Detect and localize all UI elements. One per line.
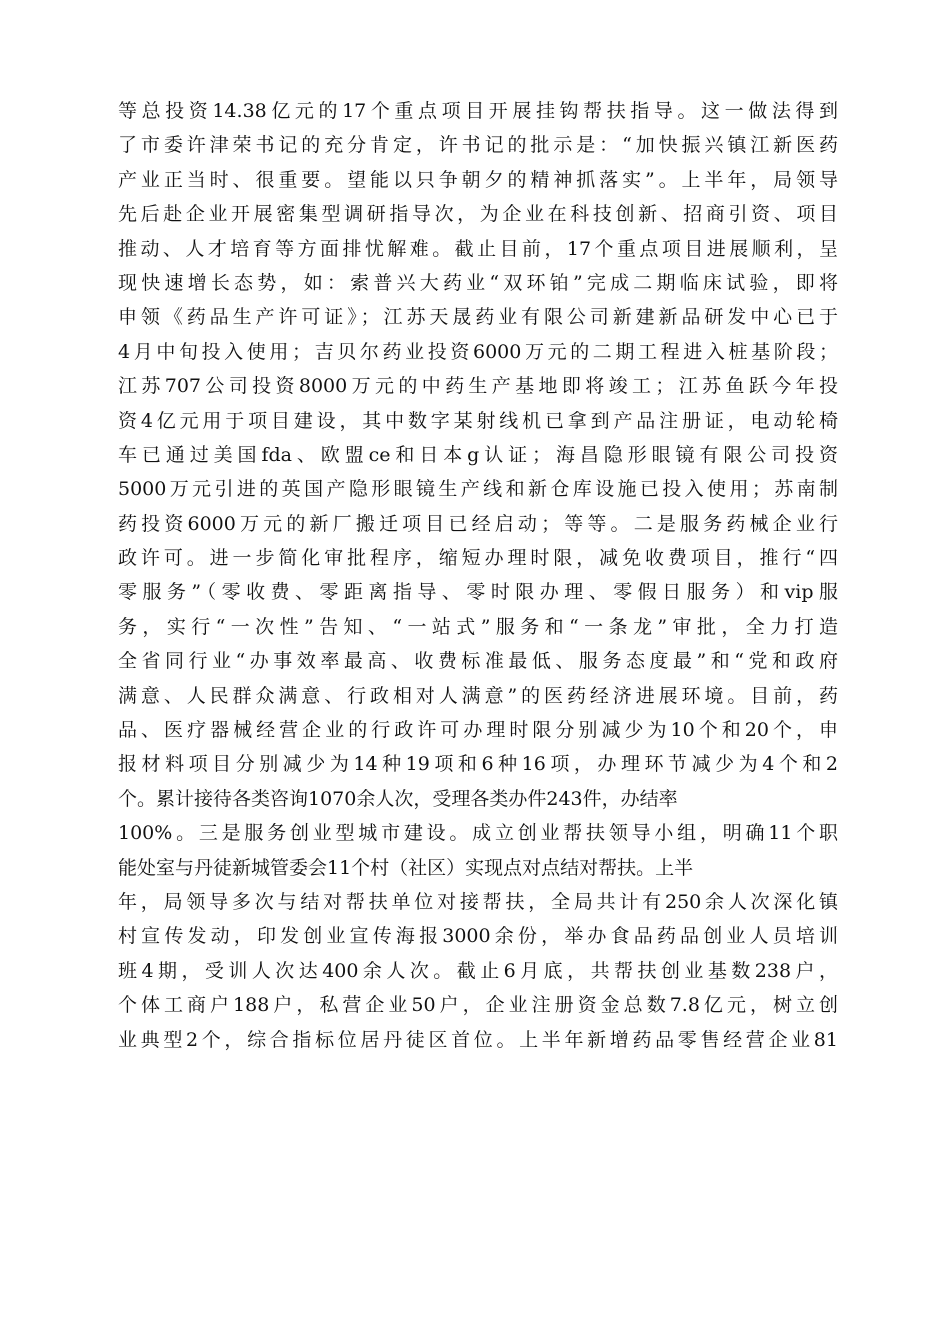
text-line-3: 产业正当时、很重要。望能以只争朝夕的精神抓落实”。上半年，局领导	[118, 168, 838, 191]
text-line-10: 资4亿元用于项目建设，其中数字某射线机已拿到产品注册证，电动轮椅	[118, 409, 838, 432]
text-line-13: 药投资6000万元的新厂搬迁项目已经启动；等等。二是服务药械企业行	[118, 512, 838, 535]
text-line-26: 班4期，受训人次达400余人次。截止6月底，共帮扶创业基数238户，	[118, 959, 838, 982]
text-line-8: 4月中旬投入使用；吉贝尔药业投资6000万元的二期工程进入桩基阶段；	[118, 340, 838, 363]
text-line-17: 全省同行业“办事效率最高、收费标准最低、服务态度最”和“党和政府	[118, 650, 838, 673]
text-line-24: 年，局领导多次与结对帮扶单位对接帮扶，全局共计有250余人次深化镇	[118, 890, 838, 913]
text-line-7: 申领《药品生产许可证》；江苏天晟药业有限公司新建新品研发中心已于	[118, 306, 838, 329]
text-line-11: 车已通过美国fda、欧盟ce和日本g认证；海昌隐形眼镜有限公司投资	[118, 443, 838, 466]
text-line-1: 等总投资14.38亿元的17个重点项目开展挂钩帮扶指导。这一做法得到	[118, 100, 838, 122]
text-line-20: 报材料项目分别减少为14种19项和6种16项，办理环节减少为4个和2	[118, 753, 838, 776]
text-line-5: 推动、人才培育等方面排忧解难。截止目前，17个重点项目进展顺利，呈	[118, 237, 838, 260]
text-line-2: 了市委许津荣书记的充分肯定，许书记的批示是：“加快振兴镇江新医药	[118, 134, 838, 157]
text-line-25: 村宣传发动，印发创业宣传海报3000余份，举办食品药品创业人员培训	[118, 925, 838, 948]
text-line-18: 满意、人民群众满意、行政相对人满意”的医药经济进展环境。目前，药	[118, 684, 838, 707]
text-line-22: 100%。三是服务创业型城市建设。成立创业帮扶领导小组，明确11个职	[118, 822, 838, 845]
text-line-14: 政许可。进一步简化审批程序，缩短办理时限，减免收费项目，推行“四	[118, 547, 838, 570]
text-line-4: 先后赴企业开展密集型调研指导次，为企业在科技创新、招商引资、项目	[118, 203, 838, 226]
text-line-16: 务，实行“一次性”告知、“一站式”服务和“一条龙”审批，全力打造	[118, 615, 838, 638]
text-line-19: 品、医疗器械经营企业的行政许可办理时限分别减少为10个和20个，申	[118, 719, 838, 742]
text-line-21: 个。累计接待各类咨询1070余人次，受理各类办件243件，办结率	[118, 787, 678, 810]
text-line-27: 个体工商户188户，私营企业50户，企业注册资金总数7.8亿元，树立创	[118, 994, 838, 1017]
text-line-15: 零服务”（零收费、零距离指导、零时限办理、零假日服务）和vip服	[118, 581, 838, 604]
text-line-28: 业典型2个，综合指标位居丹徒区首位。上半年新增药品零售经营企业81	[118, 1028, 838, 1051]
text-line-6: 现快速增长态势，如：索普兴大药业“双环铂”完成二期临床试验，即将	[118, 271, 838, 294]
text-line-12: 5000万元引进的英国产隐形眼镜生产线和新仓库设施已投入使用；苏南制	[118, 478, 838, 501]
text-line-23: 能处室与丹徒新城管委会11个村（社区）实现点对点结对帮扶。上半	[118, 856, 694, 879]
body-text	[118, 94, 838, 1057]
text-line-9: 江苏707公司投资8000万元的中药生产基地即将竣工；江苏鱼跃今年投	[118, 375, 838, 398]
